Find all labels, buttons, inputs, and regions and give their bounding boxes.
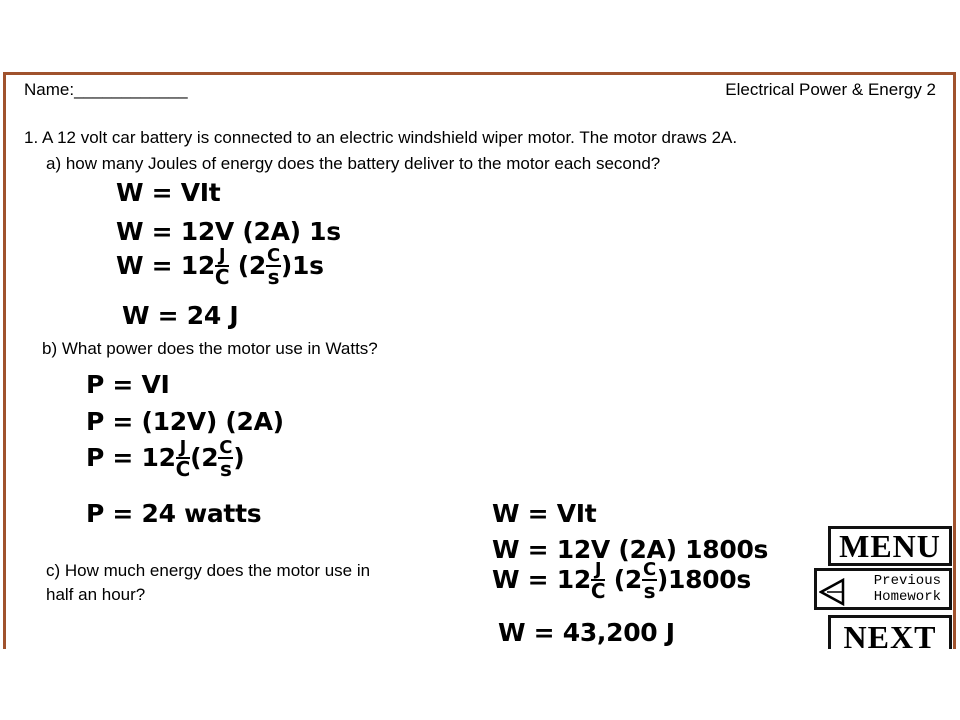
previous-homework-button[interactable] [814,568,952,610]
work-a-line1: W = VIt [116,178,221,207]
fraction-j-over-c: $\frac{J}{C}$ [590,559,606,603]
question-text: 1. A 12 volt car battery is connected to an electric windshield wiper motor. The motor draws 2A. [24,128,738,147]
work-b-line3: P = 12 $\frac{J}{C}$ (2 $\frac{C}{s}$ ) [86,437,245,481]
worksheet-title: Electrical Power & Energy 2 [725,80,936,99]
previous-homework-label-line2: Homework [873,589,941,605]
work-b-line2: P = (12V) (2A) [86,407,284,436]
work-b-answer: P = 24 watts [86,499,262,528]
work-b-line1: P = VI [86,370,170,399]
question-part-a: a) how many Joules of energy does the battery deliver to the motor each second? [46,154,661,173]
work-a-line2: W = 12V (2A) 1s [116,217,341,246]
work-c-line3: W = 12 $\frac{J}{C}$ (2 $\frac{C}{s}$ )1800s [492,559,751,603]
next-button[interactable]: NEXT [828,615,952,649]
fraction-c-over-s: $\frac{C}{s}$ [642,559,656,603]
question-part-b: b) What power does the motor use in Watts? [42,339,378,358]
work-c-answer: W = 43,200 J [498,618,675,647]
work-a-answer: W = 24 J [122,301,239,330]
fraction-c-over-s: $\frac{C}{s}$ [266,245,280,289]
question-part-c-line1: c) How much energy does the motor use in [46,561,371,580]
menu-button[interactable]: MENU [828,526,952,566]
worksheet-frame [3,72,956,649]
work-a-line3: W = 12 $\frac{J}{C}$ (2 $\frac{C}{s}$ )1s [116,245,324,289]
fraction-j-over-c: $\frac{J}{C}$ [214,245,230,289]
left-arrow-icon [819,577,847,607]
fraction-c-over-s: $\frac{C}{s}$ [219,437,233,481]
work-c-line1: W = VIt [492,499,597,528]
work-c-line2: W = 12V (2A) 1800s [492,535,769,564]
name-field-label: Name:____________ [24,80,188,99]
question-part-c-line2: half an hour? [46,585,146,604]
previous-homework-label-line1: Previous [873,573,941,589]
fraction-j-over-c: $\frac{J}{C}$ [175,437,191,481]
